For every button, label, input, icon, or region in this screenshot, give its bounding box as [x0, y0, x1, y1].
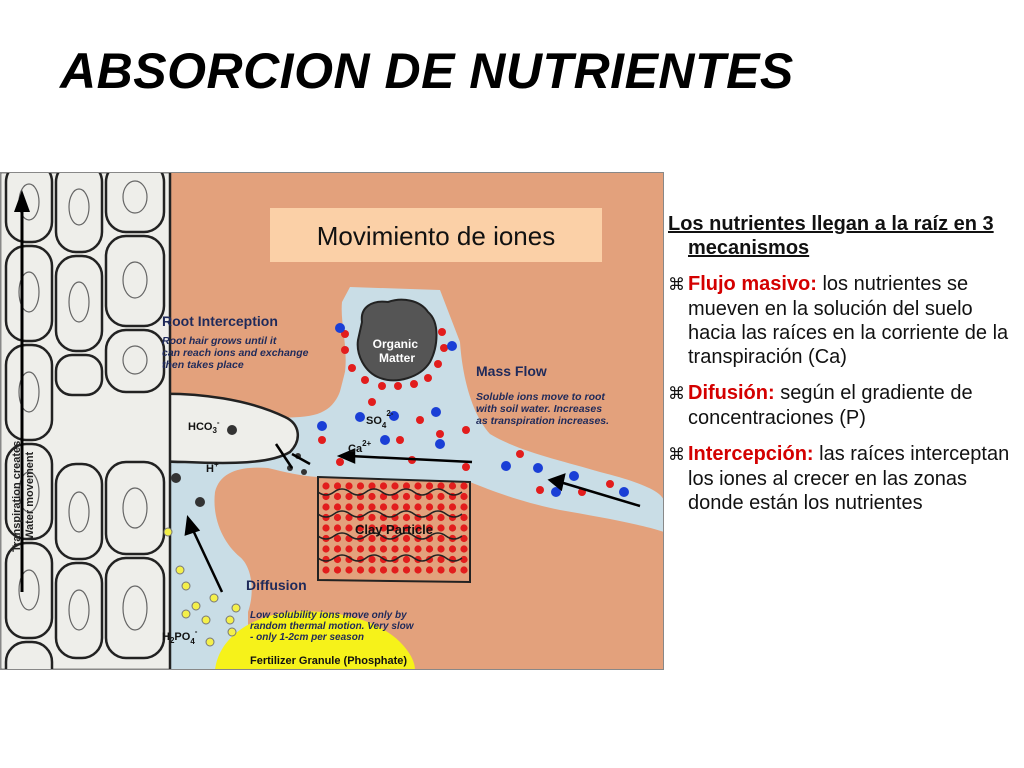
clay-ion: [357, 482, 364, 489]
mechanism-term: Intercepción:: [688, 443, 814, 465]
clay-ion: [345, 493, 352, 500]
svg-text:Root hair grows until it: Root hair grows until it: [162, 335, 277, 347]
clay-ion: [426, 503, 433, 510]
ion-so4-label: $SO_4^{2-}$: [366, 409, 394, 430]
clay-ion: [322, 566, 329, 573]
clay-ion: [449, 503, 456, 510]
clay-ion: [334, 514, 341, 521]
clay-ion: [322, 524, 329, 531]
svg-text:as transpiration increases.: as transpiration increases.: [476, 415, 610, 427]
clay-ion: [460, 566, 467, 573]
clay-ion: [322, 545, 329, 552]
clay-ion: [449, 545, 456, 552]
clay-ion: [391, 503, 398, 510]
svg-text:can reach ions and exchange: can reach ions and exchange: [162, 347, 309, 359]
clay-ion: [334, 503, 341, 510]
mechanism-mass-flow: [668, 272, 1018, 369]
clay-ion: [334, 493, 341, 500]
clay-ion: [460, 503, 467, 510]
nutrient-absorption-diagram: [0, 172, 664, 670]
mechanism-text: según el gradiente de concentraciones (P): [688, 382, 973, 429]
clay-ion: [380, 545, 387, 552]
clay-ion: [437, 566, 444, 573]
clay-ion: [345, 524, 352, 531]
clay-ion: [449, 482, 456, 489]
clay-ion: [345, 482, 352, 489]
clay-ion: [403, 545, 410, 552]
clay-ion: [322, 556, 329, 563]
clay-ion: [345, 566, 352, 573]
clay-ion: [357, 566, 364, 573]
clay-ion: [414, 566, 421, 573]
clay-ion: [437, 545, 444, 552]
mechanisms-panel: [668, 212, 1018, 515]
clay-ion: [380, 503, 387, 510]
svg-text:Mass Flow: Mass Flow: [476, 363, 547, 379]
mechanism-term: Difusión:: [688, 382, 775, 404]
svg-text:Diffusion: Diffusion: [246, 577, 307, 593]
svg-text:Soluble ions move to root: Soluble ions move to root: [476, 391, 605, 403]
ion-h2po4-label: $H_2PO_4^-$: [162, 627, 198, 646]
clay-ion: [437, 535, 444, 542]
mechanism-text: las raíces interceptan los iones al crecer en las zonas donde están los nutrientes: [688, 443, 1010, 514]
mechanism-term: Flujo masivo:: [688, 273, 817, 295]
clay-ion: [391, 566, 398, 573]
callout-label: Movimiento de iones: [316, 221, 556, 251]
clay-ion: [403, 503, 410, 510]
clay-ion: [426, 566, 433, 573]
clay-ion: [426, 545, 433, 552]
clay-ion: [368, 514, 375, 521]
clay-ion: [403, 566, 410, 573]
fertilizer-label: Fertilizer Granule (Phosphate): [250, 655, 408, 667]
clay-ion: [403, 514, 410, 521]
clay-ion: [357, 545, 364, 552]
clay-particle: [318, 477, 470, 582]
svg-text:with soil water. Increases: with soil water. Increases: [476, 403, 603, 415]
clay-ion: [368, 566, 375, 573]
clay-particle-label: Clay Particle: [354, 522, 434, 537]
clay-ion: [380, 482, 387, 489]
clay-ion: [391, 545, 398, 552]
clay-ion: [437, 524, 444, 531]
clay-ion: [460, 545, 467, 552]
mechanisms-heading: Los nutrientes llegan a la raíz en 3 mecanismos: [668, 213, 994, 259]
clay-ion: [334, 524, 341, 531]
mechanism-diffusion: [668, 381, 1018, 430]
clay-ion: [437, 503, 444, 510]
clay-ion: [449, 524, 456, 531]
clay-ion: [437, 493, 444, 500]
clay-ion: [391, 482, 398, 489]
clay-ion: [368, 503, 375, 510]
clay-ion: [334, 566, 341, 573]
svg-text:Low solubility ions move only: Low solubility ions move only by: [250, 610, 407, 621]
clay-ion: [437, 514, 444, 521]
ion-ca-label: $Ca^{2+}$: [348, 439, 372, 455]
command-bullet-icon: ⌘: [668, 445, 685, 465]
clay-ion: [345, 503, 352, 510]
clay-ion: [403, 556, 410, 563]
clay-ion: [449, 566, 456, 573]
clay-ion: [380, 566, 387, 573]
clay-ion: [460, 482, 467, 489]
clay-ion: [414, 482, 421, 489]
svg-text:then takes place: then takes place: [162, 359, 244, 371]
mechanism-text: los nutrientes se mueven en la solución del suelo hacia las raíces en la corriente de la transpiración (Ca): [688, 273, 1009, 368]
clay-ion: [414, 503, 421, 510]
command-bullet-icon: ⌘: [668, 275, 685, 295]
ion-hco3-label: $HCO_3^-$: [188, 418, 220, 435]
svg-text:- only 1-2cm per season: - only 1-2cm per season: [250, 632, 364, 643]
clay-ion: [357, 503, 364, 510]
clay-ion: [426, 482, 433, 489]
transpiration-label: Transpiration creates Water movement: [11, 440, 36, 552]
clay-ion: [460, 493, 467, 500]
clay-ion: [460, 556, 467, 563]
clay-ion: [460, 524, 467, 531]
clay-ion: [403, 493, 410, 500]
command-bullet-icon: ⌘: [668, 384, 685, 404]
clay-ion: [368, 556, 375, 563]
svg-text:random thermal motion. Very sl: random thermal motion. Very slow: [250, 621, 414, 632]
clay-ion: [334, 545, 341, 552]
clay-ion: [322, 482, 329, 489]
page-title: ABSORCION DE NUTRIENTES: [60, 43, 794, 99]
organic-matter-label: Organic Matter: [372, 337, 419, 365]
ion-h-label: H+: [206, 460, 219, 475]
clay-ion: [322, 503, 329, 510]
clay-ion: [414, 545, 421, 552]
clay-ion: [368, 493, 375, 500]
clay-ion: [345, 545, 352, 552]
clay-ion: [368, 545, 375, 552]
svg-text:Root Interception: Root Interception: [162, 313, 278, 329]
mechanism-interception: [668, 442, 1018, 515]
